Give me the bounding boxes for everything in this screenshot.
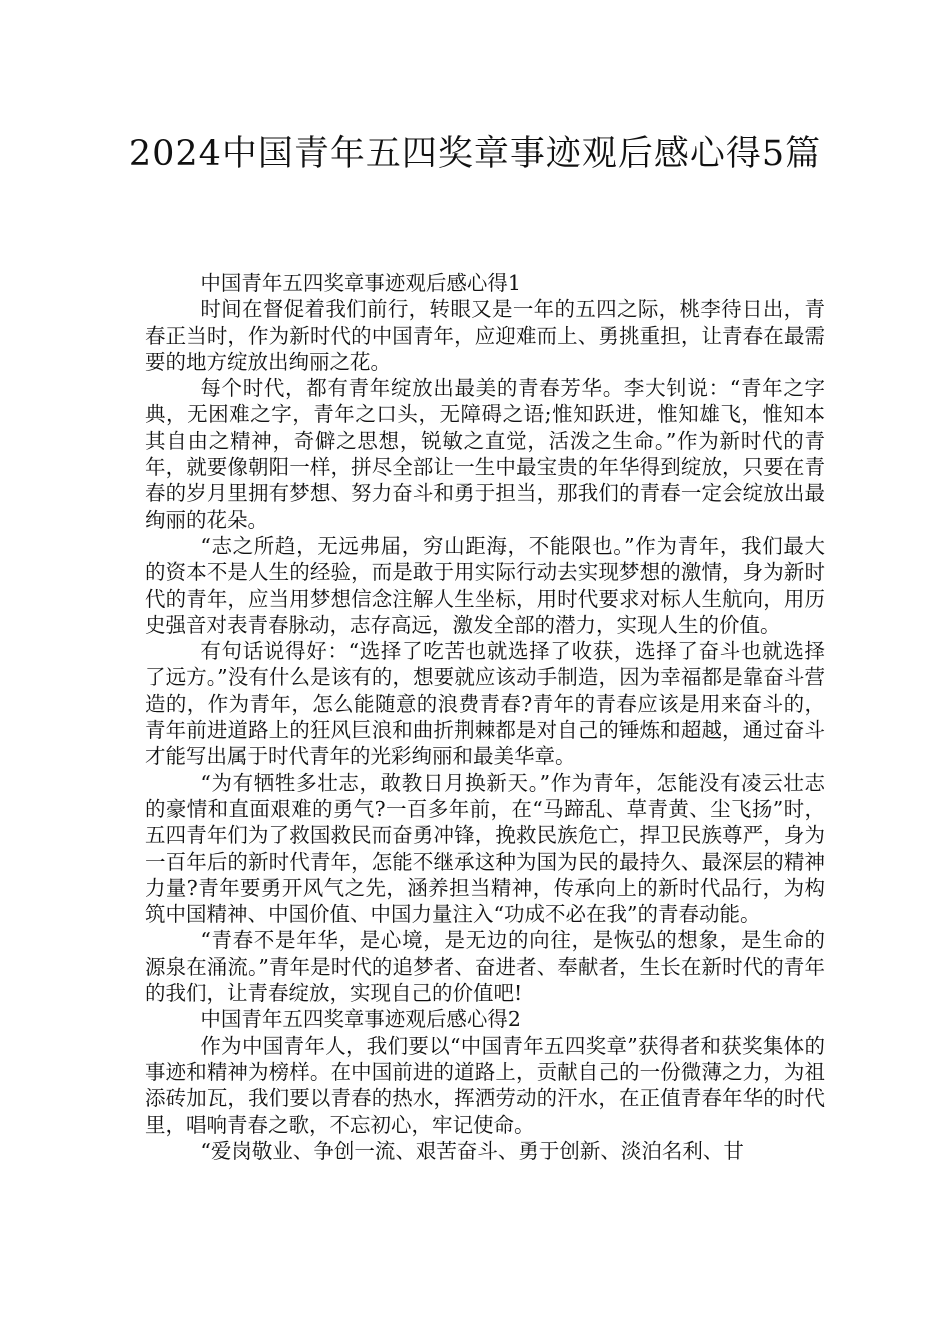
document-title: 2024中国青年五四奖章事迹观后感心得5篇 (128, 134, 822, 174)
document-body (145, 270, 825, 1164)
section-heading: 中国青年五四奖章事迹观后感心得2 (200, 1007, 521, 1032)
paragraph: 有句话说得好：“选择了吃苦也就选择了收获，选择了奋斗也就选择了远方。”没有什么是该有的，想要就应该动手制造，因为幸福都是靠奋斗营造的，作为青年，怎么能随意的浪费青春?青年的青春应该是用来奋斗的，青年前进道路上的狂风巨浪和曲折荆棘都是对自己的锤炼和超越，通过奋斗才能写出属于时代青年的光彩绚丽和最美华章。 (145, 639, 825, 769)
section-heading: 中国青年五四奖章事迹观后感心得1 (200, 271, 521, 295)
paragraph: “爱岗敬业、争创一流、艰苦奋斗、勇于创新、淡泊名利、甘 (200, 1138, 744, 1163)
paragraph: “志之所趋，无远弗届，穷山距海，不能限也。”作为青年，我们最大的资本不是人生的经验，而是敢于用实际行动去实现梦想的激情，身为新时代的青年，应当用梦想信念注解人生坐标，用时代要求对标人生航向，用历史强音对表青春脉动，志存高远，激发全部的潜力，实现人生的价值。 (145, 533, 825, 637)
paragraph: “青春不是年华，是心境，是无边的向往，是恢弘的想象，是生命的源泉在涌流。”青年是时代的追梦者、奋进者、奉献者，生长在新时代的青年的我们，让青春绽放，实现自己的价值吧! (145, 928, 825, 1006)
paragraph: “为有牺牲多壮志，敢教日月换新天。”作为青年，怎能没有凌云壮志的豪情和直面艰难的勇气?一百多年前，在“马蹄乱、草青黄、尘飞扬”时，五四青年们为了救国救民而奋勇冲锋，挽救民族危亡，捍卫民族尊严，身为一百年后的新时代青年，怎能不继承这种为国为民的最持久、最深层的精神力量?青年要勇开风气之先，涵养担当精神，传承向上的新时代品行，为构筑中国精神、中国价值、中国力量注入“功成不必在我”的青春动能。 (145, 770, 825, 927)
paragraph: 每个时代，都有青年绽放出最美的青春芳华。李大钊说：“青年之字典，无困难之字，青年之口头，无障碍之语;惟知跃进，惟知雄飞，惟知本其自由之精神，奇僻之思想，锐敏之直觉，活泼之生命。”作为新时代的青年，就要像朝阳一样，拼尽全部让一生中最宝贵的年华得到绽放，只要在青春的岁月里拥有梦想、努力奋斗和勇于担当，那我们的青春一定会绽放出最绚丽的花朵。 (145, 376, 825, 532)
paragraph: 作为中国青年人，我们要以“中国青年五四奖章”获得者和获奖集体的事迹和精神为榜样。在中国前进的道路上，贡献自己的一份微薄之力，为祖添砖加瓦，我们要以青春的热水，挥洒劳动的汗水，在正值青春年华的时代里，唱响青春之歌，不忘初心，牢记使命。 (145, 1033, 825, 1137)
paragraph: 时间在督促着我们前行，转眼又是一年的五四之际，桃李待日出，青春正当时，作为新时代的中国青年，应迎难而上、勇挑重担，让青春在最需要的地方绽放出绚丽之花。 (145, 297, 825, 374)
